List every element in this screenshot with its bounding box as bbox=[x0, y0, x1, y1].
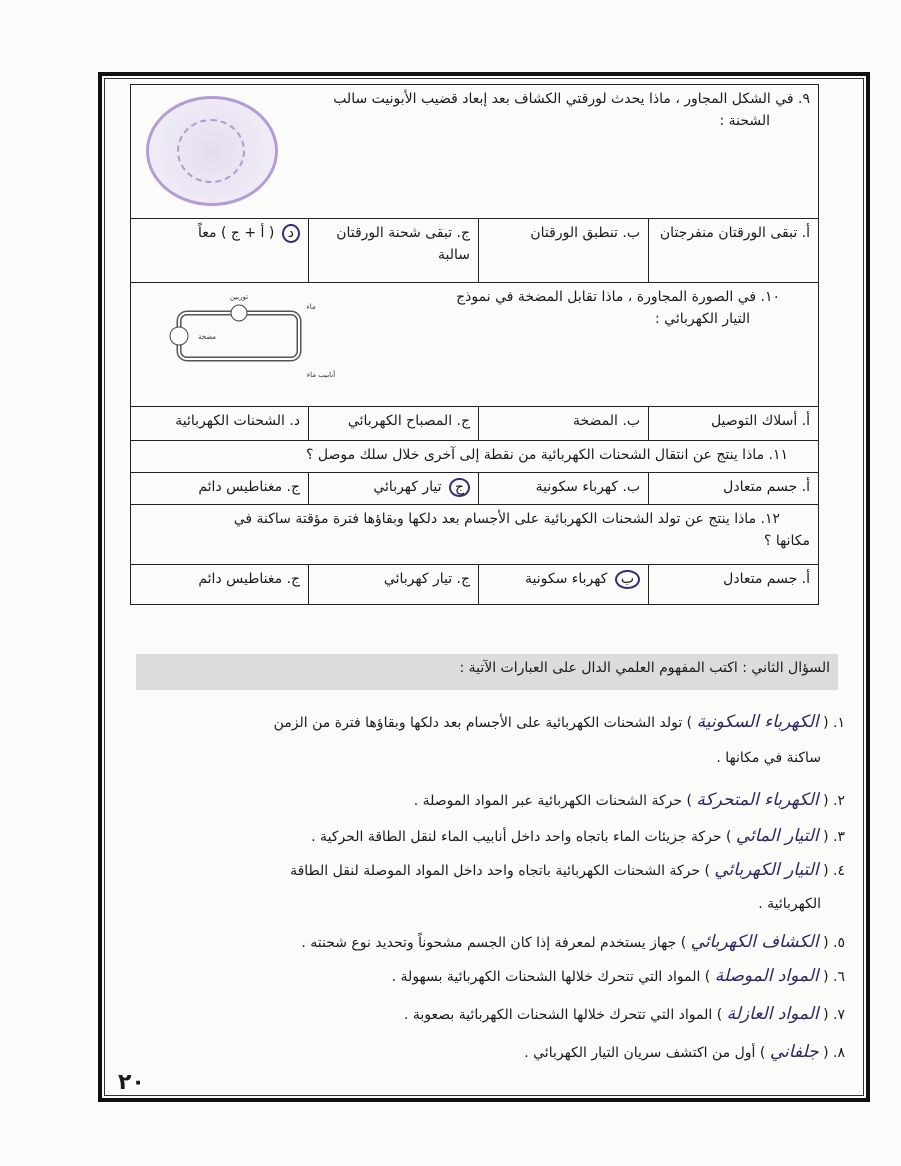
item-number: ٥. ( bbox=[823, 935, 845, 951]
answer-item bbox=[311, 826, 845, 846]
q12-option-c[interactable]: ج. تيار كهربائي bbox=[309, 565, 479, 605]
q11-option-c[interactable] bbox=[309, 473, 479, 505]
q11-option-d[interactable]: ج. مغناطيس دائم bbox=[131, 473, 309, 505]
label-water: ماء bbox=[306, 303, 316, 311]
handwritten-answer[interactable]: الكهرباء السكونية bbox=[696, 712, 819, 732]
item-number: ١. ( bbox=[823, 715, 845, 731]
section2-title: السؤال الثاني : اكتب المفهوم العلمي الدال على العبارات الآتية : bbox=[136, 654, 838, 690]
q11-option-b[interactable]: ب. كهرباء سكونية bbox=[479, 473, 649, 505]
item-number: ٢. ( bbox=[823, 793, 845, 809]
q12-question-cell bbox=[131, 505, 819, 565]
item-continuation: ساكنة في مكانها . bbox=[716, 750, 821, 766]
page-number: ٢٠ bbox=[118, 1070, 145, 1095]
school-stamp bbox=[146, 96, 278, 206]
answer-circle: د bbox=[282, 224, 300, 243]
answer-item bbox=[392, 966, 845, 986]
item-text: ) المواد التي تتحرك خلالها الشحنات الكهربائية بسهولة . bbox=[391, 969, 711, 985]
handwritten-answer[interactable]: جلفاني bbox=[769, 1042, 819, 1062]
handwritten-answer[interactable]: التيار الكهربائي bbox=[714, 860, 819, 880]
handwritten-answer[interactable]: التيار المائي bbox=[735, 826, 819, 846]
q11-option-a[interactable]: أ. جسم متعادل bbox=[649, 473, 819, 505]
q12-option-d[interactable]: ج. مغناطيس دائم bbox=[131, 565, 309, 605]
q12-option-b-text: كهرباء سكونية bbox=[525, 571, 608, 587]
label-turbine: توربين bbox=[229, 293, 249, 301]
item-number: ٤. ( bbox=[823, 863, 845, 879]
label-pipes: أنابيب ماء bbox=[306, 371, 336, 379]
answer-item bbox=[274, 712, 845, 732]
item-number: ٧. ( bbox=[823, 1007, 845, 1023]
item-text: ) المواد التي تتحرك خلالها الشحنات الكهربائية بصعوبة . bbox=[403, 1007, 723, 1023]
handwritten-answer[interactable]: الكشاف الكهربائي bbox=[690, 932, 819, 952]
q12-question-cont: مكانها ؟ bbox=[764, 532, 811, 549]
water-circuit-diagram bbox=[155, 291, 355, 381]
q12-option-a[interactable]: أ. جسم متعادل bbox=[649, 565, 819, 605]
q9-option-d-text: ( أ + ج ) معاً bbox=[197, 225, 275, 241]
q10-question-cont: التيار الكهربائي : bbox=[654, 310, 751, 327]
item-number: ٣. ( bbox=[823, 829, 845, 845]
q9-option-b[interactable]: ب. تنطبق الورقتان bbox=[479, 219, 649, 283]
item-text: ) حركة الشحنات الكهربائية باتجاه واحد داخل المواد الموصلة لنقل الطاقة bbox=[290, 863, 710, 879]
q9-option-a[interactable]: أ. تبقى الورقتان منفرجتان bbox=[649, 219, 819, 283]
item-continuation: الكهربائية . bbox=[758, 896, 821, 912]
q9-question: ٩. في الشكل المجاور ، ماذا يحدث لورقتي الكشاف بعد إبعاد قضيب الأبونيت سالب bbox=[333, 91, 811, 107]
item-text: ) تولد الشحنات الكهربائية على الأجسام بعد دلكها وبقاؤها فترة من الزمن bbox=[273, 715, 693, 731]
q10-option-b[interactable]: ب. المضخة bbox=[479, 407, 649, 441]
q10-question: ١٠. في الصورة المجاورة ، ماذا تقابل المضخة في نموذج bbox=[456, 289, 781, 305]
item-number: ٨. ( bbox=[823, 1045, 845, 1061]
q11-question: ١١. ماذا ينتج عن انتقال الشحنات الكهربائية من نقطة إلى آخرى خلال سلك موصل ؟ bbox=[131, 441, 819, 473]
answer-item bbox=[301, 932, 845, 952]
answer-item bbox=[414, 790, 845, 810]
q10-question-cell bbox=[131, 283, 819, 407]
answer-item bbox=[524, 1042, 845, 1062]
q10-option-c[interactable]: ج. المصباح الكهربائي bbox=[309, 407, 479, 441]
turbine-icon bbox=[231, 305, 247, 321]
item-text: ) حركة الشحنات الكهربائية عبر المواد الموصلة . bbox=[413, 793, 692, 809]
q10-option-d[interactable]: د. الشحنات الكهربائية bbox=[131, 407, 309, 441]
answer-item bbox=[404, 1004, 845, 1024]
item-text: ) جهاز يستخدم لمعرفة إذا كان الجسم مشحوناً وتحديد نوع شحنته . bbox=[301, 935, 687, 951]
q9-option-c[interactable]: ج. تبقى شحنة الورقتان سالبة bbox=[309, 219, 479, 283]
answer-circle: ج bbox=[449, 478, 470, 497]
handwritten-answer[interactable]: الكهرباء المتحركة bbox=[696, 790, 819, 810]
q9-option-d[interactable] bbox=[131, 219, 309, 283]
answer-circle: ب bbox=[615, 570, 640, 589]
q12-option-b[interactable] bbox=[479, 565, 649, 605]
item-text: ) حركة جزيئات الماء باتجاه واحد داخل أنابيب الماء لنقل الطاقة الحركية . bbox=[311, 829, 732, 845]
q12-question: ١٢. ماذا ينتج عن تولد الشحنات الكهربائية على الأجسام بعد دلكها وبقاؤها فترة مؤقتة ساكنة في bbox=[233, 511, 781, 527]
q11-option-c-text: تيار كهربائي bbox=[373, 479, 442, 495]
answer-item bbox=[290, 860, 845, 880]
handwritten-answer[interactable]: المواد العازلة bbox=[726, 1004, 819, 1024]
item-number: ٦. ( bbox=[823, 969, 845, 985]
q9-question-cont: الشحنة : bbox=[719, 112, 771, 129]
q10-option-a[interactable]: أ. أسلاك التوصيل bbox=[649, 407, 819, 441]
label-pump: مضخة bbox=[197, 333, 217, 341]
item-text: ) أول من اكتشف سريان التيار الكهربائي . bbox=[524, 1045, 766, 1061]
handwritten-answer[interactable]: المواد الموصلة bbox=[714, 966, 819, 986]
pump-icon bbox=[170, 327, 188, 345]
